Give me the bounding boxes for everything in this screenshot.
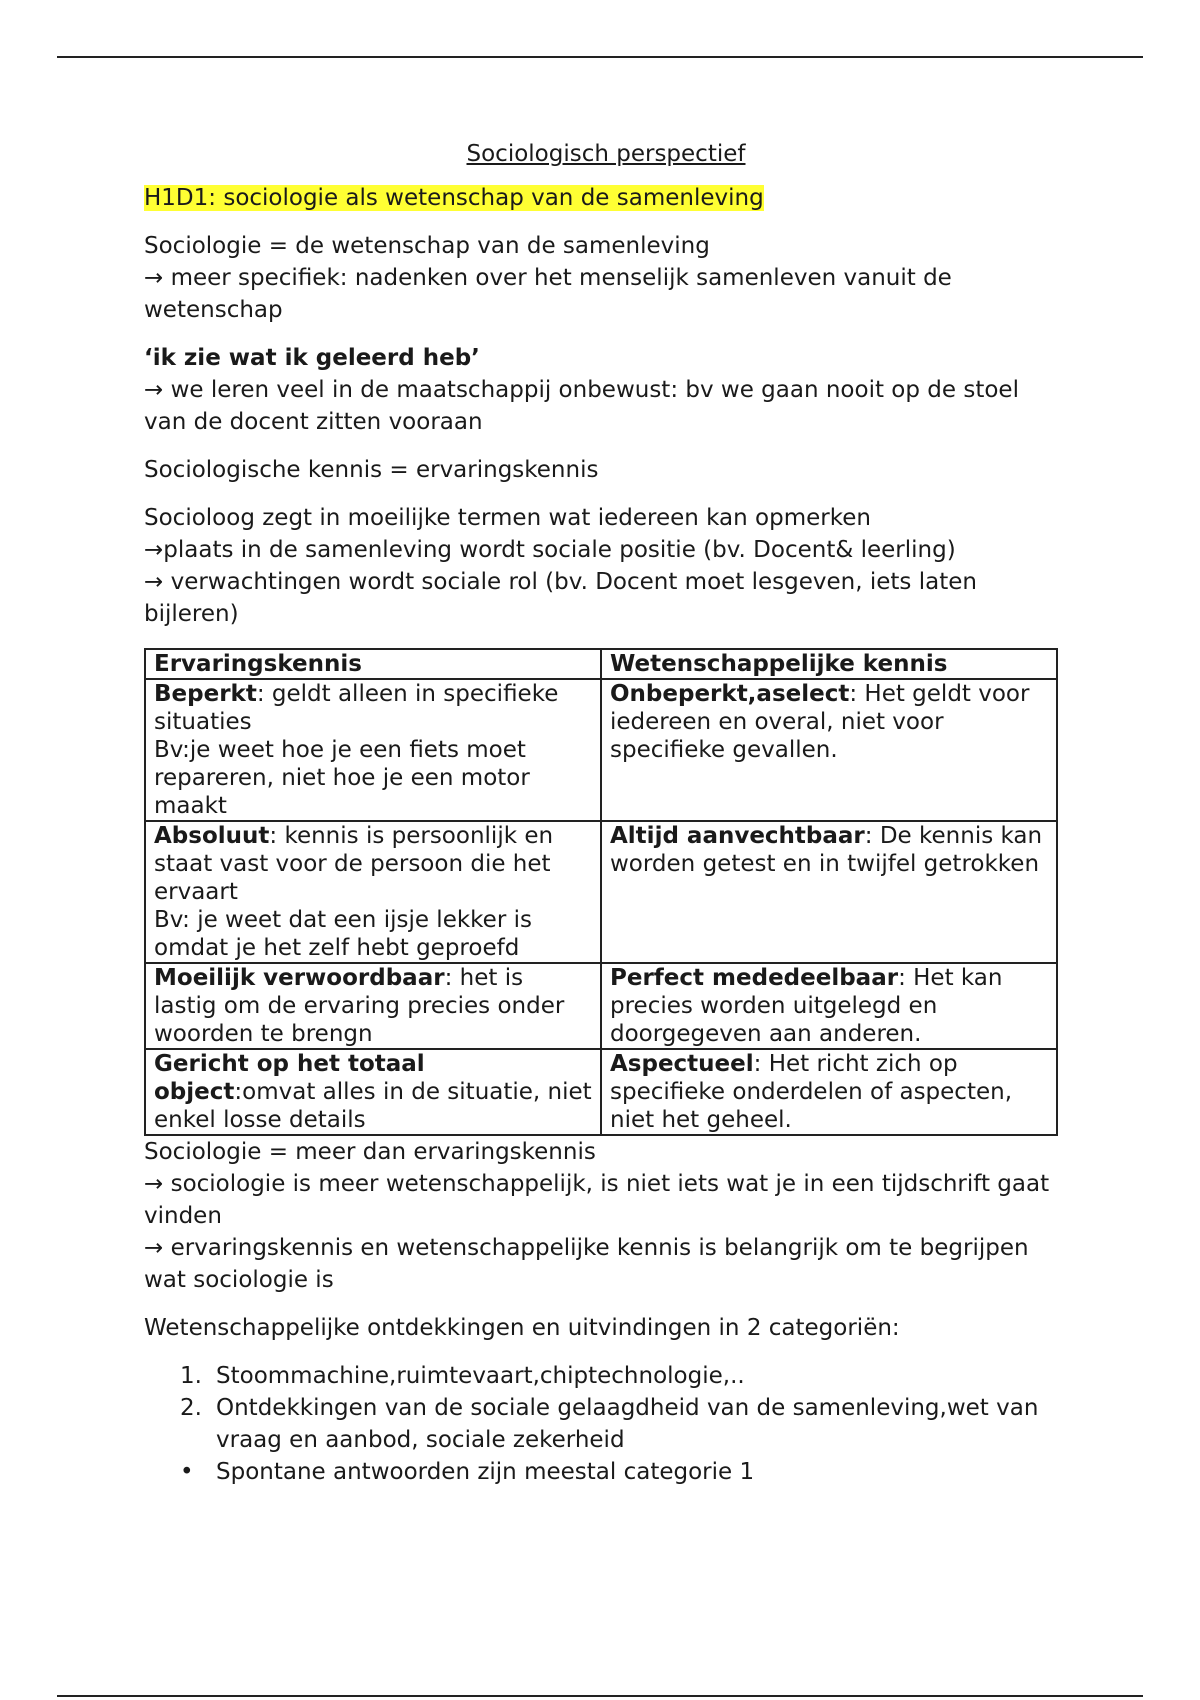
- intro-line-2: → meer specifiek: nadenken over het menselijk samenleven vanuit de wetenschap: [144, 265, 952, 323]
- intro-paragraph: [144, 230, 1058, 326]
- list-item-text: Ontdekkingen van de sociale gelaagdheid van de samenleving,wet van vraag en aanbod, sociale zekerheid: [216, 1395, 1039, 1453]
- socioloog-line-2: →plaats in de samenleving wordt sociale positie (bv. Docent& leerling): [144, 537, 956, 563]
- list-item-text: Spontane antwoorden zijn meestal categorie 1: [216, 1459, 755, 1485]
- table-cell-right: [601, 821, 1057, 963]
- categories-list: [144, 1360, 1058, 1488]
- table-row: [145, 1049, 1057, 1135]
- list-item: [180, 1360, 1058, 1392]
- socioloog-paragraph: [144, 502, 1058, 630]
- cell-text: : het is lastig om de ervaring precies onder woorden te brengn: [154, 965, 565, 1047]
- cell-term: Onbeperkt,aselect: [610, 681, 850, 707]
- table-header-row: [145, 649, 1057, 679]
- cell-term: Absoluut: [154, 823, 270, 849]
- table-header-wetenschappelijk: Wetenschappelijke kennis: [601, 649, 1057, 679]
- categories-intro: Wetenschappelijke ontdekkingen en uitvindingen in 2 categoriën:: [144, 1315, 900, 1341]
- cell-text: : Het richt zich op specifieke onderdelen of aspecten, niet het geheel.: [610, 1051, 1013, 1133]
- socioloog-line-3: → verwachtingen wordt sociale rol (bv. Docent moet lesgeven, iets laten bijleren): [144, 569, 977, 627]
- after-line-2: → sociologie is meer wetenschappelijk, is niet iets wat je in een tijdschrift gaat vinden: [144, 1171, 1050, 1229]
- cell-term: Beperkt: [154, 681, 257, 707]
- quote-text: → we leren veel in de maatschappij onbewust: bv we gaan nooit op de stoel van de docent zitten vooraan: [144, 377, 1019, 435]
- table-cell-right: [601, 679, 1057, 821]
- cell-text: : geldt alleen in specifieke situaties: [154, 681, 559, 735]
- cell-text: :omvat alles in de situatie, niet enkel losse details: [154, 1079, 592, 1133]
- table-cell-right: [601, 1049, 1057, 1135]
- cell-term: Moeilijk verwoordbaar: [154, 965, 445, 991]
- cell-example: Bv: je weet dat een ijsje lekker is omdat je het zelf hebt geproefd: [154, 907, 532, 961]
- table-row: [145, 821, 1057, 963]
- quote-paragraph: [144, 342, 1058, 438]
- cell-term: Perfect mededeelbaar: [610, 965, 899, 991]
- kennis-line: Sociologische kennis = ervaringskennis: [144, 457, 599, 483]
- document-title: Sociologisch perspectief: [466, 141, 746, 167]
- intro-line-1: Sociologie = de wetenschap van de samenleving: [144, 233, 710, 259]
- highlighted-heading-text: H1D1: sociologie als wetenschap van de samenleving: [144, 185, 764, 211]
- table-cell-right: [601, 963, 1057, 1049]
- table-cell-left: [145, 1049, 601, 1135]
- bottom-rule: [57, 1695, 1143, 1697]
- section-heading: [144, 182, 1058, 214]
- table-cell-left: [145, 963, 601, 1049]
- cell-text: : kennis is persoonlijk en staat vast voor de persoon die het ervaart: [154, 823, 554, 905]
- table-row: [145, 963, 1057, 1049]
- cell-text: : Het kan precies worden uitgelegd en doorgegeven aan anderen.: [610, 965, 1003, 1047]
- cell-example: Bv:je weet hoe je een fiets moet repareren, niet hoe je een motor maakt: [154, 737, 530, 819]
- after-line-1: Sociologie = meer dan ervaringskennis: [144, 1139, 596, 1165]
- table-cell-left: [145, 679, 601, 821]
- after-table-paragraph: [144, 1136, 1058, 1296]
- top-rule: [57, 56, 1143, 58]
- cell-term: Altijd aanvechtbaar: [610, 823, 865, 849]
- after-line-3: → ervaringskennis en wetenschappelijke kennis is belangrijk om te begrijpen wat sociologie is: [144, 1235, 1029, 1293]
- table-header-ervaringskennis: Ervaringskennis: [145, 649, 601, 679]
- list-marker: 2.: [180, 1395, 202, 1421]
- cell-text: : Het geldt voor iedereen en overal, niet voor specifieke gevallen.: [610, 681, 1030, 763]
- list-item: [180, 1456, 1058, 1488]
- list-marker: 1.: [180, 1363, 202, 1389]
- socioloog-line-1: Socioloog zegt in moeilijke termen wat iedereen kan opmerken: [144, 505, 871, 531]
- table-row: [145, 679, 1057, 821]
- knowledge-comparison-table: [144, 648, 1058, 1136]
- list-item-text: Stoommachine,ruimtevaart,chiptechnologie,..: [216, 1363, 745, 1389]
- bullet-marker: •: [180, 1459, 194, 1485]
- document-page: [144, 138, 1058, 1488]
- list-item: [180, 1392, 1058, 1456]
- cell-term: Aspectueel: [610, 1051, 754, 1077]
- quote-title: ‘ik zie wat ik geleerd heb’: [144, 345, 480, 371]
- table-cell-left: [145, 821, 601, 963]
- cell-text: : De kennis kan worden getest en in twijfel getrokken: [610, 823, 1043, 877]
- cell-term: Gericht op het totaal object: [154, 1051, 425, 1105]
